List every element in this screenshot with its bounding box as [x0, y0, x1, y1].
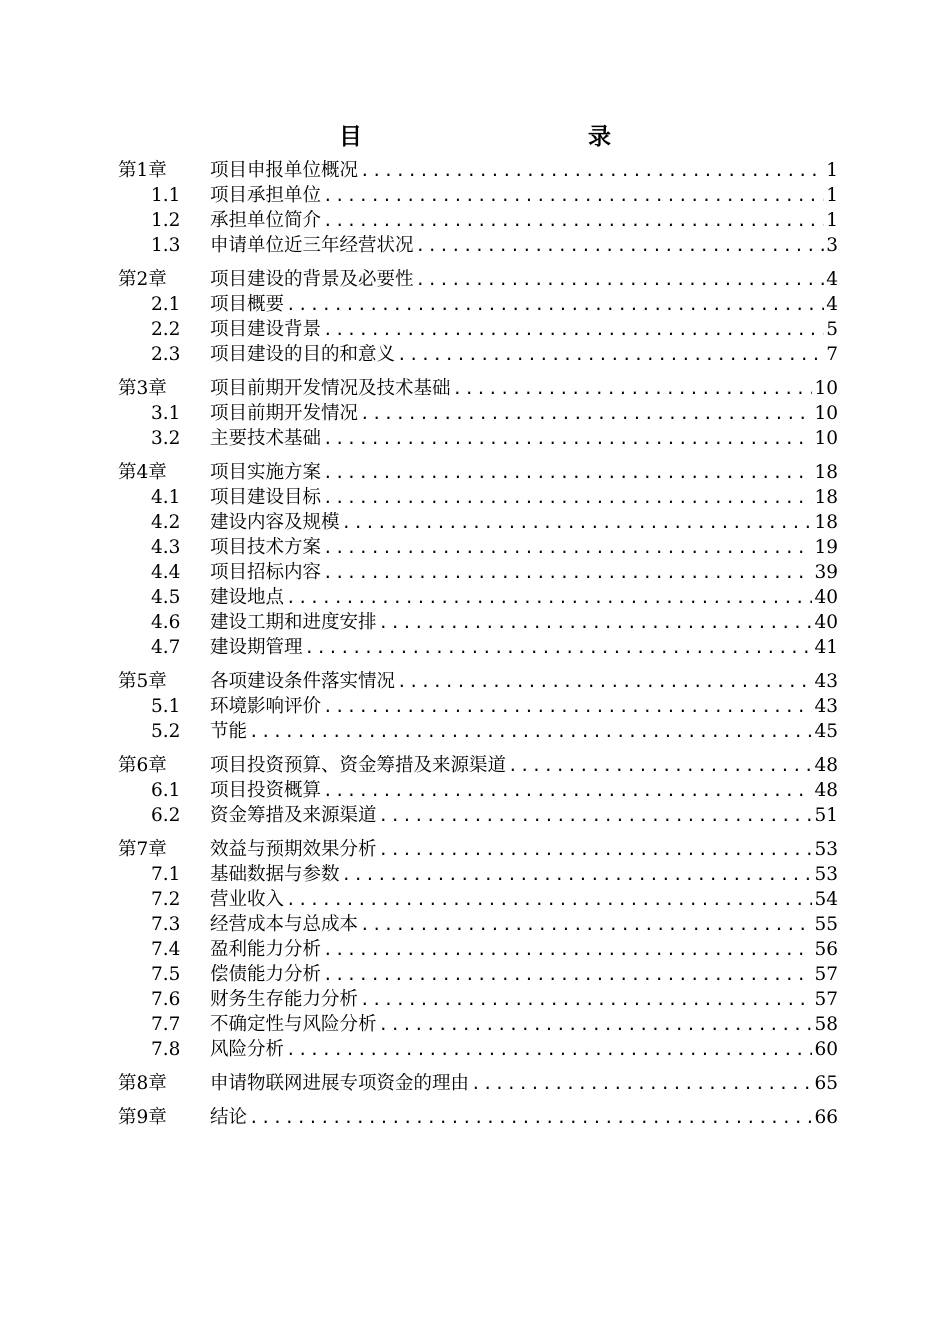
toc-dot-leader [321, 485, 812, 510]
toc-entry-page-number: 5 [826, 319, 838, 340]
toc-dot-leader [395, 669, 812, 694]
toc-section-entry[interactable] [118, 510, 838, 535]
toc-dot-leader [377, 837, 813, 862]
toc-section-entry[interactable] [118, 778, 838, 803]
toc-chapter-entry[interactable] [118, 1071, 838, 1096]
toc-dot-leader [358, 987, 812, 1012]
toc-entry-page-number: 43 [814, 696, 838, 717]
toc-entry-label: 项目招标内容 [210, 562, 322, 583]
toc-entry-label: 环境影响评价 [210, 696, 322, 717]
toc-dot-leader [395, 342, 824, 367]
toc-entry-page-number: 57 [814, 989, 838, 1010]
toc-section-entry[interactable] [118, 635, 838, 660]
toc-dot-leader [321, 962, 812, 987]
toc-entry-number: 第9章 [118, 1107, 167, 1128]
toc-entry-page-number: 56 [814, 939, 838, 960]
toc-entry-number: 4.1 [151, 487, 181, 508]
toc-dot-leader [321, 208, 824, 233]
toc-entry-page-number: 4 [826, 269, 838, 290]
toc-section-entry[interactable] [118, 1012, 838, 1037]
toc-entry-number: 7.8 [151, 1039, 181, 1060]
toc-entry-label: 建设内容及规模 [210, 512, 340, 533]
toc-chapter-entry[interactable] [118, 267, 838, 292]
toc-section-entry[interactable] [118, 342, 838, 367]
toc-section-entry[interactable] [118, 183, 838, 208]
toc-dot-leader [377, 803, 813, 828]
toc-entry-number: 第3章 [118, 378, 167, 399]
toc-entry-number: 4.6 [151, 612, 181, 633]
toc-dot-leader [340, 510, 813, 535]
toc-entry-page-number: 53 [814, 839, 838, 860]
toc-dot-leader [284, 1037, 812, 1062]
toc-section-entry[interactable] [118, 719, 838, 744]
toc-entry-number: 7.6 [151, 989, 181, 1010]
toc-entry-label: 节能 [210, 721, 248, 742]
toc-entry-label: 项目投资概算 [210, 780, 322, 801]
toc-entry-label: 项目实施方案 [210, 462, 322, 483]
toc-entry-label: 偿债能力分析 [210, 964, 322, 985]
toc-entry-number: 5.2 [151, 721, 181, 742]
toc-dot-leader [469, 1071, 812, 1096]
toc-dot-leader [414, 233, 825, 258]
toc-entry-label: 项目建设的目的和意义 [210, 344, 396, 365]
toc-entry-label: 建设期管理 [210, 637, 303, 658]
toc-section-entry[interactable] [118, 694, 838, 719]
toc-section-entry[interactable] [118, 485, 838, 510]
toc-section-entry[interactable] [118, 1037, 838, 1062]
toc-section-entry[interactable] [118, 937, 838, 962]
toc-section-entry[interactable] [118, 912, 838, 937]
toc-entry-label: 建设工期和进度安排 [210, 612, 377, 633]
toc-entry-page-number: 48 [814, 780, 838, 801]
toc-dot-leader [303, 635, 813, 660]
toc-chapter-entry[interactable] [118, 837, 838, 862]
toc-entry-page-number: 43 [814, 671, 838, 692]
toc-entry-page-number: 57 [814, 964, 838, 985]
toc-entry-label: 经营成本与总成本 [210, 914, 359, 935]
toc-entry-label: 项目前期开发情况 [210, 403, 359, 424]
toc-dot-leader [321, 778, 812, 803]
toc-entry-page-number: 10 [814, 378, 838, 399]
toc-entry-label: 项目建设的背景及必要性 [210, 269, 414, 290]
toc-entry-number: 7.3 [151, 914, 181, 935]
toc-dot-leader [377, 1012, 813, 1037]
toc-entry-number: 第7章 [118, 839, 167, 860]
toc-chapter-entry[interactable] [118, 669, 838, 694]
toc-entry-number: 4.3 [151, 537, 181, 558]
toc-entry-label: 项目申报单位概况 [210, 160, 359, 181]
toc-dot-leader [284, 585, 812, 610]
toc-dot-leader [321, 317, 824, 342]
toc-dot-leader [247, 1105, 812, 1130]
toc-entry-page-number: 41 [814, 637, 838, 658]
toc-entry-label: 盈利能力分析 [210, 939, 322, 960]
toc-section-entry[interactable] [118, 292, 838, 317]
toc-section-entry[interactable] [118, 610, 838, 635]
toc-entry-number: 1.2 [151, 210, 181, 231]
toc-dot-leader [358, 158, 824, 183]
toc-entry-number: 4.2 [151, 512, 181, 533]
toc-section-entry[interactable] [118, 208, 838, 233]
toc-entry-label: 项目概要 [210, 294, 285, 315]
toc-entry-number: 3.2 [151, 428, 181, 449]
toc-entry-label: 基础数据与参数 [210, 864, 340, 885]
toc-section-entry[interactable] [118, 803, 838, 828]
toc-entry-page-number: 48 [814, 755, 838, 776]
toc-entry-page-number: 18 [814, 512, 838, 533]
toc-section-entry[interactable] [118, 585, 838, 610]
toc-section-entry[interactable] [118, 426, 838, 451]
toc-entry-label: 财务生存能力分析 [210, 989, 359, 1010]
toc-dot-leader [340, 862, 813, 887]
toc-dot-leader [451, 376, 813, 401]
toc-entry-number: 7.2 [151, 889, 181, 910]
toc-entry-label: 各项建设条件落实情况 [210, 671, 396, 692]
toc-section-entry[interactable] [118, 962, 838, 987]
toc-entry-number: 6.2 [151, 805, 181, 826]
toc-entry-page-number: 3 [826, 235, 838, 256]
toc-entry-number: 2.1 [151, 294, 181, 315]
toc-dot-leader [321, 937, 812, 962]
toc-entry-number: 第2章 [118, 269, 167, 290]
toc-entry-page-number: 19 [814, 537, 838, 558]
toc-section-entry[interactable] [118, 987, 838, 1012]
toc-section-entry[interactable] [118, 401, 838, 426]
table-of-contents [118, 158, 838, 1130]
toc-entry-label: 风险分析 [210, 1039, 285, 1060]
toc-dot-leader [247, 719, 812, 744]
toc-chapter-entry[interactable] [118, 1105, 838, 1130]
toc-dot-leader [321, 694, 812, 719]
toc-entry-page-number: 54 [814, 889, 838, 910]
toc-entry-page-number: 53 [814, 864, 838, 885]
toc-entry-number: 1.1 [151, 185, 181, 206]
toc-chapter-entry[interactable] [118, 158, 838, 183]
toc-entry-label: 结论 [210, 1107, 248, 1128]
toc-entry-page-number: 39 [814, 562, 838, 583]
toc-dot-leader [321, 535, 812, 560]
toc-dot-leader [284, 292, 824, 317]
toc-entry-number: 2.3 [151, 344, 181, 365]
toc-section-entry[interactable] [118, 560, 838, 585]
toc-entry-label: 营业收入 [210, 889, 285, 910]
toc-entry-number: 第6章 [118, 755, 167, 776]
toc-entry-label: 不确定性与风险分析 [210, 1014, 377, 1035]
toc-entry-label: 申请单位近三年经营状况 [210, 235, 414, 256]
toc-entry-page-number: 55 [814, 914, 838, 935]
toc-entry-page-number: 51 [814, 805, 838, 826]
toc-entry-label: 项目承担单位 [210, 185, 322, 206]
toc-entry-page-number: 10 [814, 403, 838, 424]
toc-dot-leader [321, 426, 812, 451]
toc-entry-number: 1.3 [151, 235, 181, 256]
toc-entry-page-number: 1 [826, 210, 838, 231]
toc-chapter-entry[interactable] [118, 376, 838, 401]
toc-entry-number: 7.1 [151, 864, 181, 885]
toc-entry-number: 4.5 [151, 587, 181, 608]
toc-entry-number: 4.4 [151, 562, 181, 583]
toc-entry-page-number: 7 [826, 344, 838, 365]
toc-entry-page-number: 18 [814, 487, 838, 508]
toc-dot-leader [321, 183, 824, 208]
toc-entry-label: 承担单位简介 [210, 210, 322, 231]
toc-section-entry[interactable] [118, 535, 838, 560]
toc-entry-label: 资金筹措及来源渠道 [210, 805, 377, 826]
toc-dot-leader [321, 560, 812, 585]
toc-entry-number: 6.1 [151, 780, 181, 801]
toc-entry-number: 第4章 [118, 462, 167, 483]
toc-entry-page-number: 65 [814, 1073, 838, 1094]
toc-section-entry[interactable] [118, 862, 838, 887]
toc-entry-number: 2.2 [151, 319, 181, 340]
toc-entry-page-number: 40 [814, 587, 838, 608]
toc-entry-number: 4.7 [151, 637, 181, 658]
toc-entry-number: 3.1 [151, 403, 181, 424]
toc-section-entry[interactable] [118, 887, 838, 912]
toc-dot-leader [321, 460, 812, 485]
toc-dot-leader [377, 610, 813, 635]
toc-section-entry[interactable] [118, 233, 838, 258]
toc-chapter-entry[interactable] [118, 753, 838, 778]
toc-entry-page-number: 40 [814, 612, 838, 633]
toc-entry-page-number: 4 [826, 294, 838, 315]
toc-chapter-entry[interactable] [118, 460, 838, 485]
toc-section-entry[interactable] [118, 317, 838, 342]
toc-entry-label: 主要技术基础 [210, 428, 322, 449]
toc-entry-page-number: 60 [814, 1039, 838, 1060]
toc-entry-page-number: 18 [814, 462, 838, 483]
toc-entry-number: 7.5 [151, 964, 181, 985]
toc-entry-label: 建设地点 [210, 587, 285, 608]
toc-dot-leader [358, 401, 812, 426]
toc-title: 目 录 [339, 123, 671, 150]
toc-entry-number: 第5章 [118, 671, 167, 692]
toc-entry-page-number: 1 [826, 160, 838, 181]
toc-entry-label: 项目建设背景 [210, 319, 322, 340]
toc-entry-label: 项目投资预算、资金筹措及来源渠道 [210, 755, 507, 776]
toc-entry-page-number: 58 [814, 1014, 838, 1035]
toc-entry-label: 项目建设目标 [210, 487, 322, 508]
toc-entry-label: 效益与预期效果分析 [210, 839, 377, 860]
toc-dot-leader [414, 267, 825, 292]
toc-entry-label: 项目前期开发情况及技术基础 [210, 378, 451, 399]
toc-entry-label: 项目技术方案 [210, 537, 322, 558]
toc-entry-page-number: 45 [814, 721, 838, 742]
toc-entry-number: 第8章 [118, 1073, 167, 1094]
toc-entry-page-number: 66 [814, 1107, 838, 1128]
toc-entry-number: 7.7 [151, 1014, 181, 1035]
toc-dot-leader [506, 753, 812, 778]
toc-entry-page-number: 10 [814, 428, 838, 449]
toc-dot-leader [358, 912, 812, 937]
toc-dot-leader [284, 887, 812, 912]
toc-entry-page-number: 1 [826, 185, 838, 206]
toc-entry-number: 7.4 [151, 939, 181, 960]
toc-entry-number: 第1章 [118, 160, 167, 181]
toc-entry-number: 5.1 [151, 696, 181, 717]
toc-entry-label: 申请物联网进展专项资金的理由 [210, 1073, 470, 1094]
